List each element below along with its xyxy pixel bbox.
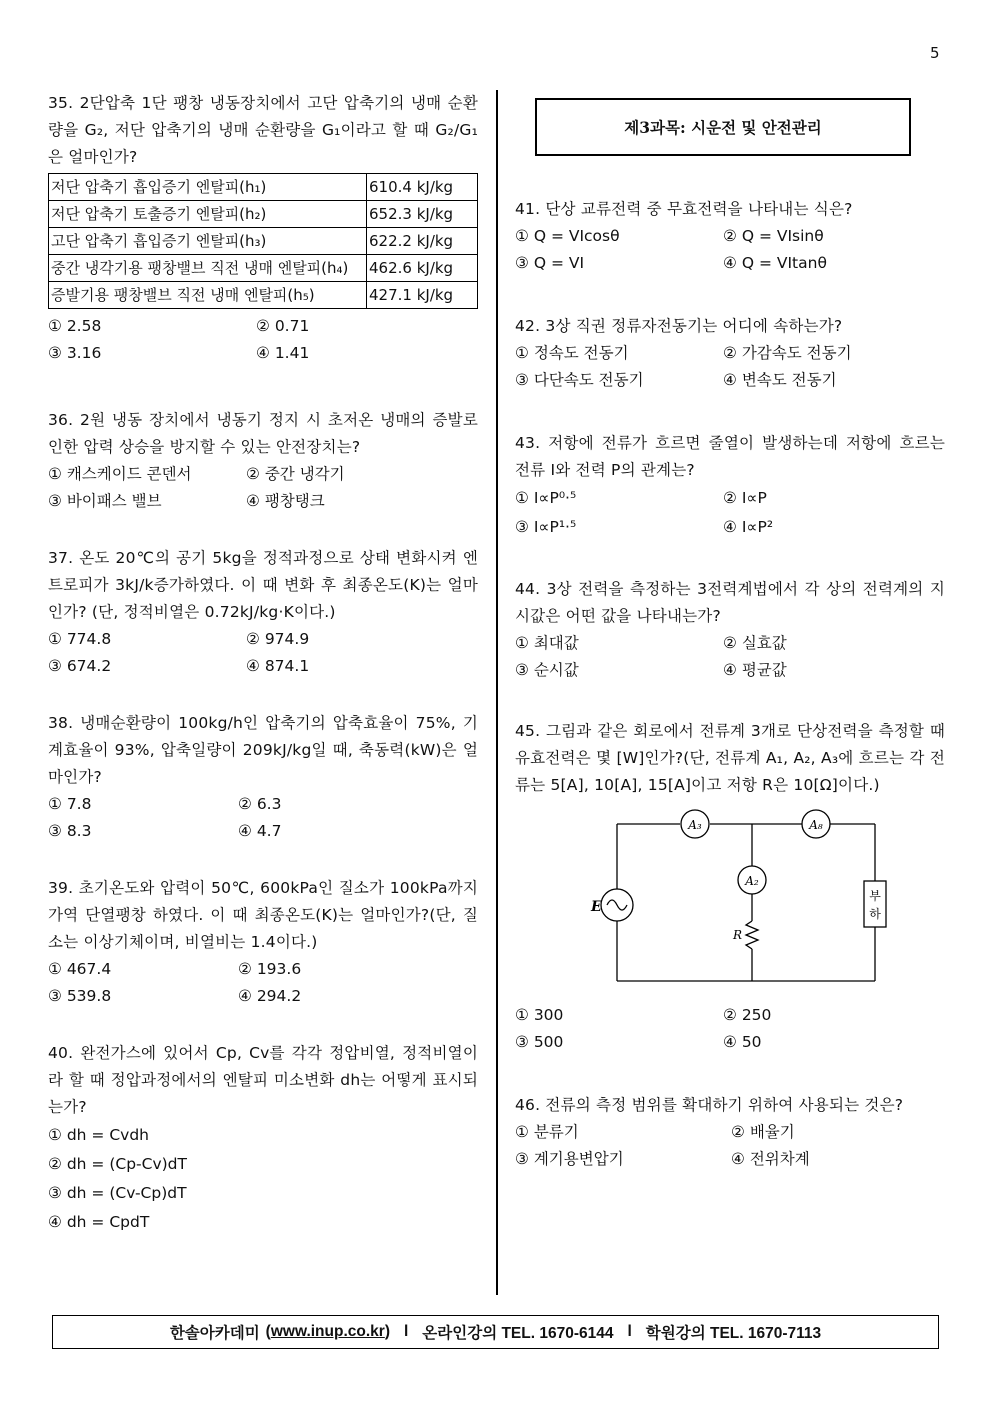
question-text: 37. 온도 20℃의 공기 5kg을 정적과정으로 상태 변화시켜 엔트로피가 3kJ/k증가하였다. 이 때 변화 후 최종온도(K)는 얼마인가? (단, 정적비열은 0.72kJ/kg·K이다.)	[48, 549, 478, 621]
table-row	[49, 282, 478, 309]
answer-options	[515, 340, 945, 394]
question-text: 39. 초기온도와 압력이 50℃, 600kPa인 질소가 100kPa까지 가역 단열팽창 하였다. 이 때 최종온도(K)는 얼마인가?(단, 질소는 이상기체이며, 비열비는 1.4이다.)	[48, 879, 478, 951]
table-row	[49, 228, 478, 255]
ammeter-left-label: A₃	[688, 818, 702, 832]
circuit-diagram	[515, 809, 945, 989]
option-4[interactable]: ④ 874.1	[246, 657, 310, 675]
enthalpy-table	[48, 173, 478, 309]
option-1[interactable]: ① 정속도 전동기	[515, 344, 629, 362]
table-cell-value: 427.1 kJ/kg	[367, 282, 478, 309]
option-2[interactable]: ② 0.71	[256, 317, 310, 335]
load-box-icon	[864, 881, 886, 927]
option-2[interactable]: ② I∝P	[723, 489, 767, 507]
answer-options	[48, 461, 478, 515]
table-cell-label: 저단 압축기 흡입증기 엔탈피(h₁)	[49, 174, 367, 201]
option-3[interactable]: ③ 539.8	[48, 987, 112, 1005]
option-1[interactable]: ① 467.4	[48, 960, 112, 978]
option-3[interactable]: ③ 674.2	[48, 657, 112, 675]
question-text: 42. 3상 직권 정류자전동기는 어디에 속하는가?	[515, 317, 843, 335]
answer-options	[515, 630, 945, 684]
question-43	[515, 430, 945, 542]
option-1[interactable]: ① 300	[515, 1006, 564, 1024]
option-3[interactable]: ③ 순시값	[515, 661, 579, 679]
question-text: 36. 2원 냉동 장치에서 냉동기 정지 시 초저온 냉매의 증발로 인한 압력 상승을 방지할 수 있는 안전장치는?	[48, 411, 478, 456]
question-44	[515, 576, 945, 684]
answer-options	[48, 791, 478, 845]
answer-options	[515, 1119, 945, 1173]
option-2[interactable]: ② 중간 냉각기	[246, 465, 345, 483]
column-divider	[496, 90, 498, 1295]
option-4[interactable]: ④ 4.7	[238, 822, 282, 840]
left-column	[48, 90, 478, 1267]
option-1[interactable]: ① 7.8	[48, 795, 92, 813]
option-2[interactable]: ② Q = VIsinθ	[723, 227, 824, 245]
load-label-2: 하	[869, 907, 881, 921]
option-1[interactable]: ① 캐스케이드 콘덴서	[48, 465, 192, 483]
option-4[interactable]: ④ 1.41	[256, 344, 310, 362]
table-cell-label: 고단 압축기 흡입증기 엔탈피(h₃)	[49, 228, 367, 255]
answer-options	[48, 956, 478, 1010]
option-1[interactable]: ① Q = VIcosθ	[515, 227, 620, 245]
question-text: 41. 단상 교류전력 중 무효전력을 나타내는 식은?	[515, 200, 853, 218]
option-4[interactable]: ④ 변속도 전동기	[723, 371, 837, 389]
table-row	[49, 255, 478, 282]
option-4[interactable]: ④ 평균값	[723, 661, 787, 679]
option-3[interactable]: ③ 500	[515, 1033, 564, 1051]
option-2[interactable]: ② 배율기	[731, 1123, 795, 1141]
option-2[interactable]: ② 974.9	[246, 630, 310, 648]
option-4[interactable]: ④ 294.2	[238, 987, 302, 1005]
option-3[interactable]: ③ I∝P¹·⁵	[515, 518, 577, 536]
academy-url-link[interactable]: www.inup.co.kr	[270, 1323, 385, 1340]
question-text: 35. 2단압축 1단 팽창 냉동장치에서 고단 압축기의 냉매 순환량을 G₂, 저단 압축기의 냉매 순환량을 G₁이라고 할 때 G₂/G₁은 얼마인가?	[48, 94, 478, 166]
answer-options	[515, 1002, 945, 1056]
option-4[interactable]: ④ Q = VItanθ	[723, 254, 827, 272]
question-35	[48, 90, 478, 367]
question-text: 40. 완전가스에 있어서 Cp, Cv를 각각 정압비열, 정적비열이라 할 때 정압과정에서의 엔탈피 미소변화 dh는 어떻게 표시되는가?	[48, 1044, 478, 1116]
footer-separator: l	[403, 1323, 409, 1340]
option-1[interactable]: ① 분류기	[515, 1123, 579, 1141]
question-46	[515, 1092, 945, 1173]
option-3[interactable]: ③ 3.16	[48, 344, 102, 362]
option-2[interactable]: ② 250	[723, 1006, 772, 1024]
footer-separator: l	[627, 1323, 632, 1340]
online-phone: 온라인강의 TEL. 1670-6144	[422, 1325, 614, 1342]
table-cell-label: 중간 냉각기용 팽창밸브 직전 냉매 엔탈피(h₄)	[49, 255, 367, 282]
question-37	[48, 545, 478, 680]
option-1[interactable]: ① 774.8	[48, 630, 112, 648]
ammeter-right-label: A₈	[809, 818, 823, 832]
option-2[interactable]: ② 193.6	[238, 960, 302, 978]
option-4[interactable]: ④ 50	[723, 1033, 762, 1051]
question-36	[48, 407, 478, 515]
table-cell-value: 652.3 kJ/kg	[367, 201, 478, 228]
answer-options	[48, 1121, 478, 1237]
ammeter-right-icon	[802, 810, 830, 838]
option-3[interactable]: ③ 다단속도 전동기	[515, 371, 644, 389]
option-3[interactable]: ③ Q = VI	[515, 254, 585, 272]
option-3[interactable]: ③ dh = (Cv-Cp)dT	[48, 1184, 187, 1202]
table-cell-value: 462.6 kJ/kg	[367, 255, 478, 282]
section-title: 제3과목: 시운전 및 안전관리	[535, 98, 911, 156]
academy-name: 한솔아카데미	[169, 1325, 260, 1342]
answer-options	[48, 313, 478, 367]
question-text: 46. 전류의 측정 범위를 확대하기 위하여 사용되는 것은?	[515, 1096, 904, 1114]
option-2[interactable]: ② dh = (Cp-Cv)dT	[48, 1155, 187, 1173]
option-4[interactable]: ④ 전위차계	[731, 1150, 810, 1168]
table-row	[49, 201, 478, 228]
ammeter-middle-icon	[738, 866, 766, 894]
right-column	[515, 90, 945, 1203]
question-40	[48, 1040, 478, 1237]
table-cell-value: 622.2 kJ/kg	[367, 228, 478, 255]
question-45	[515, 718, 945, 1056]
option-3[interactable]: ③ 바이패스 밸브	[48, 492, 162, 510]
ammeter-left-icon	[681, 810, 709, 838]
question-text: 38. 냉매순환량이 100kg/h인 압축기의 압축효율이 75%, 기계효율이 93%, 압축일량이 209kJ/kg일 때, 축동력(kW)은 얼마인가?	[48, 714, 478, 786]
question-38	[48, 710, 478, 845]
option-2[interactable]: ② 실효값	[723, 634, 787, 652]
answer-options	[515, 484, 945, 542]
page-number: 5	[930, 44, 940, 62]
option-2[interactable]: ② 가감속도 전동기	[723, 344, 852, 362]
option-4[interactable]: ④ dh = CpdT	[48, 1213, 150, 1231]
load-label-1: 부	[869, 889, 881, 903]
option-1[interactable]: ① dh = Cvdh	[48, 1126, 149, 1144]
answer-options	[48, 626, 478, 680]
option-3[interactable]: ③ 계기용변압기	[515, 1150, 624, 1168]
question-text: 45. 그림과 같은 회로에서 전류계 3개로 단상전력을 측정할 때 유효전력은 몇 [W]인가?(단, 전류계 A₁, A₂, A₃에 흐르는 각 전류는 5[A], 10[A], 15[A]이고 저항 R은 10[Ω]이다.)	[515, 722, 945, 794]
footer: 한솔아카데미 (www.inup.co.kr) l 온라인강의 TEL. 1670-6144 l 학원강의 TEL. 1670-7113	[52, 1315, 939, 1349]
table-cell-value: 610.4 kJ/kg	[367, 174, 478, 201]
option-4[interactable]: ④ 팽창탱크	[246, 492, 325, 510]
option-1[interactable]: ① 최대값	[515, 634, 579, 652]
table-cell-label: 증발기용 팽창밸브 직전 냉매 엔탈피(h₅)	[49, 282, 367, 309]
ac-source-icon	[601, 889, 633, 921]
option-1[interactable]: ① 2.58	[48, 317, 102, 335]
option-2[interactable]: ② 6.3	[238, 795, 282, 813]
answer-options	[515, 223, 945, 277]
resistor-label: R	[733, 928, 743, 942]
ammeter-middle-label: A₂	[745, 874, 759, 888]
table-cell-label: 저단 압축기 토출증기 엔탈피(h₂)	[49, 201, 367, 228]
question-41	[515, 196, 945, 277]
table-row	[49, 174, 478, 201]
question-text: 43. 저항에 전류가 흐르면 줄열이 발생하는데 저항에 흐르는 전류 I와 전력 P의 관계는?	[515, 434, 945, 479]
option-4[interactable]: ④ I∝P²	[723, 518, 774, 536]
question-39	[48, 875, 478, 1010]
option-1[interactable]: ① I∝P⁰·⁵	[515, 489, 577, 507]
source-label: E	[591, 899, 602, 915]
question-text: 44. 3상 전력을 측정하는 3전력계법에서 각 상의 전력계의 지시값은 어떤 값을 나타내는가?	[515, 580, 945, 625]
question-42	[515, 313, 945, 394]
option-3[interactable]: ③ 8.3	[48, 822, 92, 840]
offline-phone: 학원강의 TEL. 1670-7113	[645, 1325, 822, 1342]
